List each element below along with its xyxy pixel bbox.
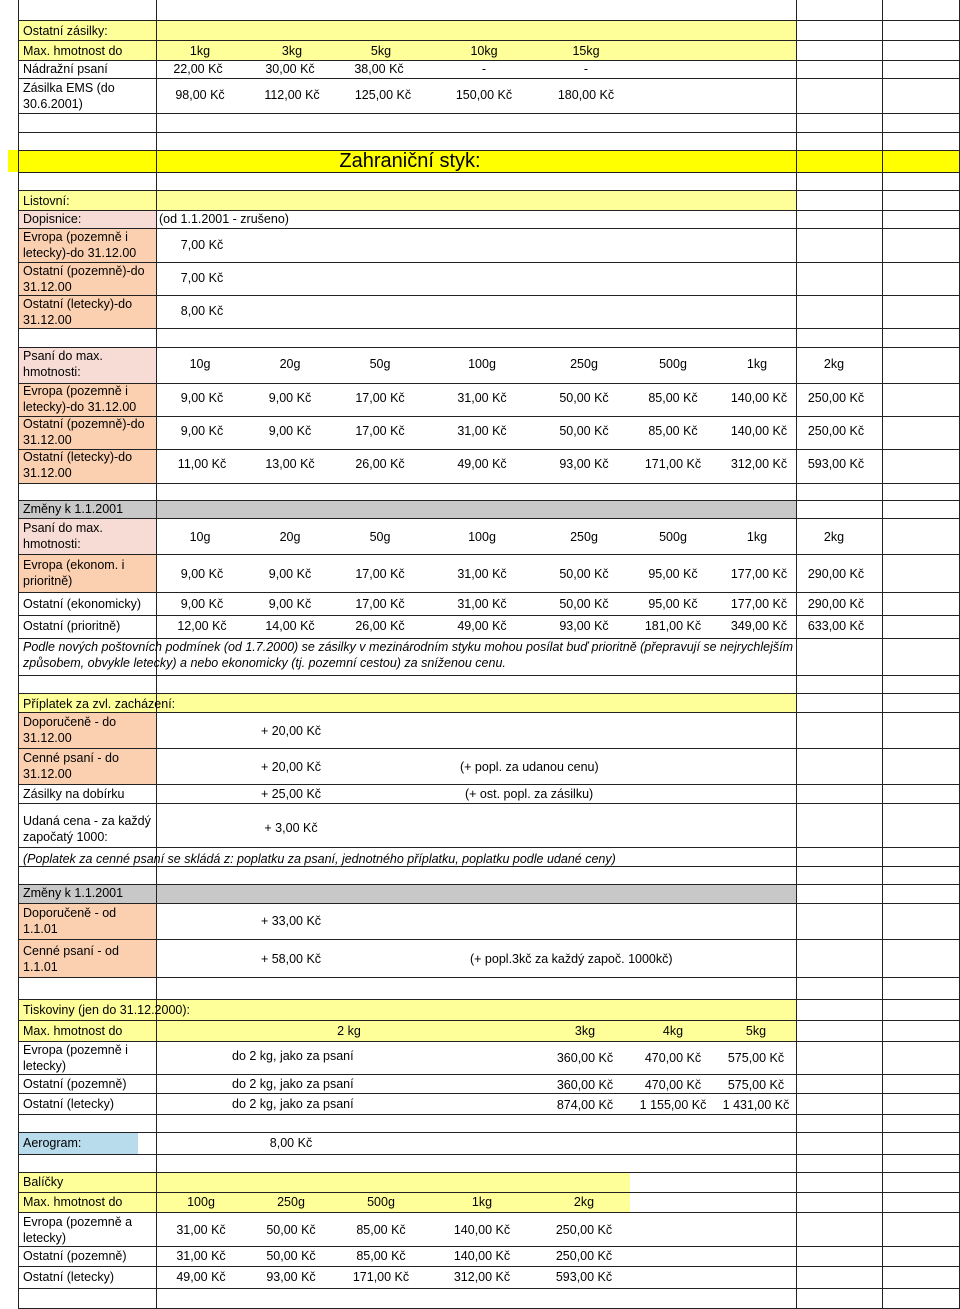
price-cell: 98,00 Kč	[175, 88, 225, 102]
price-cell: 9,00 Kč	[268, 424, 312, 438]
weight-header: 5kg	[745, 1024, 767, 1038]
weight-header: 2 kg	[337, 1024, 361, 1038]
listovni-band	[18, 190, 796, 210]
price-cell: 9,00 Kč	[268, 567, 312, 581]
section-title: Ostatní zásilky:	[23, 24, 108, 38]
note-text: do 2 kg, jako za psaní	[232, 1049, 354, 1063]
price-cell: 633,00 Kč	[807, 619, 865, 633]
weight-header: 4kg	[662, 1024, 684, 1038]
price-cell: 312,00 Kč	[730, 457, 788, 471]
price-cell: 250,00 Kč	[807, 391, 865, 405]
row-label: Evropa (pozemně i letecky)-do 31.12.00	[23, 384, 137, 414]
price-cell: 575,00 Kč	[727, 1051, 785, 1065]
row-label: Evropa (pozemně i letecky)	[23, 1043, 128, 1073]
price-cell: 9,00 Kč	[180, 567, 224, 581]
weight-header: 500g	[367, 1195, 395, 1209]
price-cell: 140,00 Kč	[730, 391, 788, 405]
price-cell: 9,00 Kč	[268, 391, 312, 405]
note-text: (+ popl.3kč za každý započ. 1000kč)	[470, 952, 673, 966]
price-cell: 1 155,00 Kč	[639, 1098, 707, 1112]
price-cell: 85,00 Kč	[356, 1249, 406, 1263]
note-text: (+ popl. za udanou cenu)	[460, 760, 599, 774]
price-cell: 593,00 Kč	[555, 1270, 613, 1284]
price-cell: 49,00 Kč	[457, 619, 507, 633]
note-text: (od 1.1.2001 - zrušeno)	[159, 212, 289, 226]
price-cell: + 58,00 Kč	[260, 952, 322, 966]
price-cell: 250,00 Kč	[555, 1223, 613, 1237]
price-cell: 95,00 Kč	[648, 597, 698, 611]
price-cell: 290,00 Kč	[807, 567, 865, 581]
price-cell: 17,00 Kč	[355, 424, 405, 438]
price-cell: 9,00 Kč	[180, 424, 224, 438]
weight-header: 1kg	[746, 530, 768, 544]
price-cell: 31,00 Kč	[457, 424, 507, 438]
changes-band	[18, 884, 796, 903]
weight-header: 500g	[659, 530, 687, 544]
price-cell: 312,00 Kč	[453, 1270, 511, 1284]
price-sheet	[18, 0, 960, 1309]
row-label: Evropa (pozemně a letecky)	[23, 1215, 133, 1245]
price-cell: 171,00 Kč	[352, 1270, 410, 1284]
weight-header: 10g	[189, 530, 211, 544]
row-label: Psaní do max. hmotnosti:	[23, 349, 103, 379]
price-cell: 8,00 Kč	[180, 304, 224, 318]
weight-header: 250g	[570, 357, 598, 371]
row-label: Ostatní (pozemně)	[23, 1249, 127, 1263]
row-label: Cenné psaní - od 1.1.01	[23, 944, 119, 974]
row-label: Ostatní (pozemně)	[23, 1077, 127, 1091]
weight-header: 1kg	[471, 1195, 493, 1209]
row-label: Evropa (ekonom. i prioritně)	[23, 558, 125, 588]
price-cell: 50,00 Kč	[559, 597, 609, 611]
weight-header: 5kg	[370, 44, 392, 58]
row-label: Ostatní (letecky)-do 31.12.00	[23, 450, 133, 480]
note-text: Podle nových poštovních podmínek (od 1.7.2000) se zásilky v mezinárodním styku mohou posílat buď prioritně (přepravují se nejrychlejším	[23, 640, 793, 654]
section-title: Balíčky	[23, 1175, 64, 1189]
price-cell: 13,00 Kč	[265, 457, 315, 471]
price-cell: 22,00 Kč	[173, 62, 223, 76]
price-cell: 93,00 Kč	[559, 457, 609, 471]
note-text: do 2 kg, jako za psaní	[232, 1097, 354, 1111]
price-cell: -	[481, 62, 487, 76]
price-cell: 17,00 Kč	[355, 597, 405, 611]
price-cell: 593,00 Kč	[807, 457, 865, 471]
weight-header: 3kg	[574, 1024, 596, 1038]
section-title: Změny k 1.1.2001	[23, 502, 124, 516]
price-cell: 140,00 Kč	[453, 1223, 511, 1237]
weight-header: 3kg	[281, 44, 303, 58]
price-cell: + 25,00 Kč	[260, 787, 322, 801]
weight-header: 10g	[189, 357, 211, 371]
price-cell: 180,00 Kč	[557, 88, 615, 102]
price-cell: 17,00 Kč	[355, 391, 405, 405]
section-title: Změny k 1.1.2001	[23, 886, 124, 900]
price-cell: 14,00 Kč	[265, 619, 315, 633]
price-cell: 112,00 Kč	[264, 88, 320, 102]
price-cell: 150,00 Kč	[455, 88, 513, 102]
row-label: Ostatní (pozemně)-do 31.12.00	[23, 264, 145, 294]
weight-header: 50g	[369, 357, 391, 371]
price-cell: 31,00 Kč	[457, 567, 507, 581]
weight-header: 1kg	[189, 44, 211, 58]
price-cell: 9,00 Kč	[180, 391, 224, 405]
price-cell: 50,00 Kč	[266, 1223, 316, 1237]
note-text: způsobem, obvykle letecky) a nebo ekonomicky (tj. pozemní cestou) za sníženou cenu.	[23, 656, 506, 670]
price-cell: 290,00 Kč	[807, 597, 865, 611]
price-cell: 38,00 Kč	[354, 62, 404, 76]
row-label: Psaní do max. hmotnosti:	[23, 521, 103, 551]
price-cell: 360,00 Kč	[556, 1078, 614, 1092]
price-cell: + 20,00 Kč	[260, 724, 322, 738]
weight-header: 250g	[277, 1195, 305, 1209]
price-cell: 171,00 Kč	[644, 457, 702, 471]
price-cell: 9,00 Kč	[268, 597, 312, 611]
price-cell: 360,00 Kč	[556, 1051, 614, 1065]
price-cell: 7,00 Kč	[180, 271, 224, 285]
weight-header: 2kg	[823, 530, 845, 544]
price-cell: + 33,00 Kč	[260, 914, 322, 928]
price-cell: 177,00 Kč	[730, 597, 788, 611]
heading-band	[8, 150, 960, 172]
price-cell: 95,00 Kč	[648, 567, 698, 581]
price-cell: 31,00 Kč	[457, 391, 507, 405]
price-cell: 85,00 Kč	[648, 391, 698, 405]
price-cell: 30,00 Kč	[265, 62, 315, 76]
weight-label: Max. hmotnost do	[23, 1195, 123, 1209]
price-cell: -	[583, 62, 589, 76]
row-label: Ostatní (ekonomicky)	[23, 597, 142, 611]
price-cell: 50,00 Kč	[559, 567, 609, 581]
row-label: Doporučeně - od 1.1.01	[23, 906, 117, 936]
price-cell: 250,00 Kč	[555, 1249, 613, 1263]
changes-band	[18, 500, 796, 518]
price-cell: 50,00 Kč	[559, 424, 609, 438]
row-label: Cenné psaní - do 31.12.00	[23, 751, 119, 781]
row-label: Ostatní (letecky)	[23, 1270, 114, 1284]
row-label: Doporučeně - do 31.12.00	[23, 715, 117, 745]
row-label: Dopisnice:	[23, 212, 82, 226]
weight-header: 20g	[279, 530, 301, 544]
note-text: (+ ost. popl. za zásilku)	[465, 787, 594, 801]
page-heading: Zahraniční styk:	[339, 150, 481, 172]
price-cell: 31,00 Kč	[176, 1249, 226, 1263]
price-cell: 26,00 Kč	[355, 457, 405, 471]
weight-header: 15kg	[572, 44, 600, 58]
weight-header-band	[18, 40, 796, 60]
price-cell: 26,00 Kč	[355, 619, 405, 633]
weight-header: 2kg	[823, 357, 845, 371]
balicky-band	[18, 1172, 630, 1192]
price-cell: + 20,00 Kč	[260, 760, 322, 774]
weight-header: 250g	[570, 530, 598, 544]
price-cell: 31,00 Kč	[176, 1223, 226, 1237]
price-cell: 1 431,00 Kč	[722, 1098, 790, 1112]
row-label: Ostatní (letecky)	[23, 1097, 114, 1111]
note-text: do 2 kg, jako za psaní	[232, 1077, 354, 1091]
title-band	[18, 20, 796, 40]
row-label: Ostatní (pozemně)-do 31.12.00	[23, 417, 145, 447]
row-label: Evropa (pozemně i letecky)-do 31.12.00	[23, 230, 137, 260]
price-cell: 93,00 Kč	[266, 1270, 316, 1284]
row-label: Nádražní psaní	[23, 62, 108, 76]
weight-header: 1kg	[746, 357, 768, 371]
row-label: Aerogram:	[23, 1136, 82, 1150]
weight-label: Max. hmotnost do	[23, 44, 123, 58]
price-cell: 470,00 Kč	[644, 1051, 702, 1065]
row-label: Zásilky na dobírku	[23, 787, 125, 801]
price-cell: 125,00 Kč	[354, 88, 412, 102]
weight-label: Max. hmotnost do	[23, 1024, 123, 1038]
price-cell: 140,00 Kč	[453, 1249, 511, 1263]
weight-header: 50g	[369, 530, 391, 544]
price-cell: 12,00 Kč	[177, 619, 227, 633]
weight-header: 20g	[279, 357, 301, 371]
weight-header: 100g	[187, 1195, 215, 1209]
price-cell: 470,00 Kč	[644, 1078, 702, 1092]
price-cell: 50,00 Kč	[266, 1249, 316, 1263]
price-cell: 7,00 Kč	[180, 238, 224, 252]
price-cell: 85,00 Kč	[648, 424, 698, 438]
section-title: Tiskoviny (jen do 31.12.2000):	[23, 1003, 190, 1017]
note-text: (Poplatek za cenné psaní se skládá z: poplatku za psaní, jednotného příplatku, poplatku podle udané ceny)	[23, 852, 616, 866]
price-cell: + 3,00 Kč	[264, 821, 318, 835]
price-cell: 31,00 Kč	[457, 597, 507, 611]
row-label: Udaná cena - za každý započatý 1000:	[23, 814, 151, 844]
price-cell: 575,00 Kč	[727, 1078, 785, 1092]
weight-header: 2kg	[573, 1195, 595, 1209]
price-cell: 17,00 Kč	[355, 567, 405, 581]
price-cell: 49,00 Kč	[176, 1270, 226, 1284]
weight-header: 10kg	[470, 44, 498, 58]
weight-header: 100g	[468, 357, 496, 371]
price-cell: 140,00 Kč	[730, 424, 788, 438]
price-cell: 8,00 Kč	[269, 1136, 313, 1150]
price-cell: 49,00 Kč	[457, 457, 507, 471]
row-label: Zásilka EMS (do 30.6.2001)	[23, 81, 115, 111]
price-cell: 181,00 Kč	[644, 619, 702, 633]
price-cell: 250,00 Kč	[807, 424, 865, 438]
price-cell: 93,00 Kč	[559, 619, 609, 633]
price-cell: 50,00 Kč	[559, 391, 609, 405]
weight-header: 100g	[468, 530, 496, 544]
row-label: Ostatní (letecky)-do 31.12.00	[23, 297, 133, 327]
price-cell: 11,00 Kč	[177, 457, 227, 471]
section-title: Příplatek za zvl. zacházení:	[23, 697, 176, 711]
price-cell: 85,00 Kč	[356, 1223, 406, 1237]
price-cell: 9,00 Kč	[180, 597, 224, 611]
price-cell: 349,00 Kč	[730, 619, 788, 633]
price-cell: 177,00 Kč	[730, 567, 788, 581]
weight-header: 500g	[659, 357, 687, 371]
price-cell: 874,00 Kč	[556, 1098, 614, 1112]
row-label: Ostatní (prioritně)	[23, 619, 121, 633]
section-title: Listovní:	[23, 194, 70, 208]
